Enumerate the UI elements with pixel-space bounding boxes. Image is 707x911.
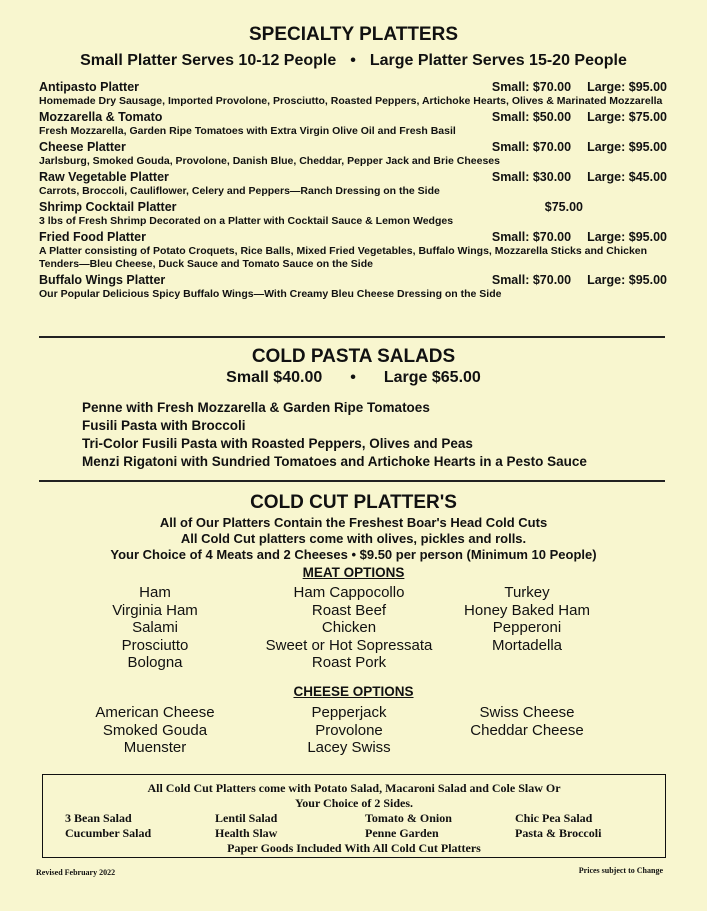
platter-name: Cheese Platter — [39, 140, 126, 154]
side-option: Chic Pea Salad — [515, 811, 593, 825]
cold-cut-line-2: All Cold Cut platters come with olives, pickles and rolls. — [180, 531, 527, 546]
pasta-item: Penne with Fresh Mozzarella & Garden Ripe Tomatoes — [82, 400, 430, 415]
small-price: Small: $30.00 — [491, 170, 572, 184]
side-option: Tomato & Onion — [365, 811, 452, 825]
cheese-option: Muenster — [123, 739, 187, 756]
side-option: Health Slaw — [215, 826, 278, 840]
large-price: Large: $95.00 — [587, 230, 667, 244]
bullet: • — [350, 52, 356, 69]
platter-item — [39, 273, 667, 301]
meat-column — [80, 584, 230, 672]
small-price: Small: $70.00 — [491, 273, 572, 287]
sides-footer: Paper Goods Included With All Cold Cut Platters — [227, 841, 481, 855]
platter-desc: Carrots, Broccoli, Cauliflower, Celery and Peppers—Ranch Dressing on the Side — [39, 185, 440, 197]
cold-cut-line-3: Your Choice of 4 Meats and 2 Cheeses • $9.50 per person (Minimum 10 People) — [110, 547, 597, 562]
pasta-item: Menzi Rigatoni with Sundried Tomatoes and Artichoke Hearts in a Pesto Sauce — [82, 454, 587, 469]
small-price: Small: $70.00 — [491, 230, 572, 244]
platter-desc: Our Popular Delicious Spicy Buffalo Wings—With Creamy Bleu Cheese Dressing on the Side — [39, 288, 502, 300]
meat-option: Prosciutto — [121, 636, 189, 654]
meat-option: Sweet or Hot Sopressata — [265, 636, 433, 654]
meat-option: Chicken — [321, 619, 377, 636]
meat-option: Pepperoni — [492, 619, 562, 636]
specialty-platters-title: SPECIALTY PLATTERS — [248, 24, 459, 45]
platter-name: Shrimp Cocktail Platter — [39, 200, 177, 214]
meat-option: Turkey — [504, 584, 550, 601]
cheese-options-label: CHEESE OPTIONS — [293, 684, 414, 699]
platter-desc: 3 lbs of Fresh Shrimp Decorated on a Platter with Cocktail Sauce & Lemon Wedges — [39, 215, 454, 227]
cheese-column — [80, 704, 230, 757]
meat-option: Honey Baked Ham — [464, 601, 590, 619]
small-price: Small: $50.00 — [491, 110, 572, 124]
bullet: • — [350, 369, 356, 386]
platter-item — [39, 200, 667, 228]
platter-name: Mozzarella & Tomato — [39, 110, 163, 124]
meat-option: Roast Beef — [311, 601, 387, 619]
side-option: Lentil Salad — [215, 811, 278, 825]
pasta-list — [82, 399, 587, 471]
divider — [39, 480, 665, 482]
platter-item — [39, 110, 667, 138]
large-price: Large: $75.00 — [587, 110, 667, 124]
platter-item — [39, 170, 667, 198]
meat-option: Virginia Ham — [112, 601, 198, 619]
small-price: Small: $70.00 — [491, 140, 572, 154]
small-price: Small: $70.00 — [491, 80, 572, 94]
sides-row — [43, 811, 665, 826]
cheese-option: Provolone — [315, 721, 383, 739]
sides-row — [43, 826, 665, 841]
pasta-prices — [0, 369, 707, 387]
meat-column — [452, 584, 602, 654]
meat-option: Salami — [132, 619, 178, 636]
cheese-column — [249, 704, 449, 757]
platter-item — [39, 230, 667, 271]
platter-item — [39, 80, 667, 108]
cheese-column — [452, 704, 602, 739]
side-option: 3 Bean Salad — [65, 811, 132, 825]
sides-line-2: Your Choice of 2 Sides. — [294, 796, 414, 810]
platter-name: Raw Vegetable Platter — [39, 170, 169, 184]
meat-option: Mortadella — [491, 636, 563, 654]
large-price: Large: $95.00 — [587, 80, 667, 94]
pasta-large-price: Large $65.00 — [383, 369, 481, 386]
cheese-option: Cheddar Cheese — [470, 721, 584, 739]
platter-list — [39, 80, 667, 303]
platter-desc: Jarlsburg, Smoked Gouda, Provolone, Danish Blue, Cheddar, Pepper Jack and Brie Cheeses — [39, 155, 500, 167]
large-serves: Large Platter Serves 15-20 People — [369, 52, 627, 69]
pasta-salads-title: COLD PASTA SALADS — [251, 346, 456, 367]
platter-sizes — [0, 52, 707, 70]
sides-box — [42, 774, 666, 858]
cheese-option: Swiss Cheese — [479, 704, 575, 721]
small-serves: Small Platter Serves 10-12 People — [80, 52, 337, 69]
platter-price: $75.00 — [544, 200, 583, 214]
platter-desc: A Platter consisting of Potato Croquets, Rice Balls, Mixed Fried Vegetables, Buffalo Wings, Mozzarella Sticks and Chicken Tenders—Bleu Cheese, Duck Sauce and Tomato Sauce on the Side — [39, 245, 648, 270]
platter-item — [39, 140, 667, 168]
cold-cut-line-1: All of Our Platters Contain the Freshest Boar's Head Cold Cuts — [159, 515, 548, 530]
side-option: Penne Garden — [365, 826, 439, 840]
pasta-item: Fusili Pasta with Broccoli — [82, 418, 246, 433]
divider — [39, 336, 665, 338]
meat-option: Bologna — [127, 654, 183, 671]
platter-name: Fried Food Platter — [39, 230, 146, 244]
revised-date: Revised February 2022 — [36, 868, 116, 877]
meat-options-label: MEAT OPTIONS — [302, 565, 405, 580]
meat-option: Ham — [139, 584, 171, 601]
large-price: Large: $95.00 — [587, 273, 667, 287]
side-option: Pasta & Broccoli — [515, 826, 602, 840]
prices-disclaimer: Prices subject to Change — [578, 866, 663, 875]
large-price: Large: $95.00 — [587, 140, 667, 154]
large-price: Large: $45.00 — [587, 170, 667, 184]
platter-name: Buffalo Wings Platter — [39, 273, 166, 287]
pasta-item: Tri-Color Fusili Pasta with Roasted Peppers, Olives and Peas — [82, 436, 473, 451]
platter-desc: Homemade Dry Sausage, Imported Provolone, Prosciutto, Roasted Peppers, Artichoke Hearts, Olives & Marinated Mozzarella — [39, 95, 663, 107]
cheese-option: Lacey Swiss — [307, 739, 391, 756]
side-option: Cucumber Salad — [65, 826, 152, 840]
meat-option: Roast Pork — [311, 654, 387, 671]
platter-name: Antipasto Platter — [39, 80, 140, 94]
pasta-small-price: Small $40.00 — [226, 369, 323, 386]
platter-desc: Fresh Mozzarella, Garden Ripe Tomatoes with Extra Virgin Olive Oil and Fresh Basil — [39, 125, 456, 137]
cold-cut-title: COLD CUT PLATTER'S — [250, 492, 457, 513]
cheese-option: Pepperjack — [311, 704, 387, 721]
cheese-option: American Cheese — [95, 704, 215, 721]
meat-option: Ham Cappocollo — [293, 584, 405, 601]
sides-line-1: All Cold Cut Platters come with Potato Salad, Macaroni Salad and Cole Slaw Or — [147, 781, 561, 795]
meat-column — [249, 584, 449, 672]
cheese-option: Smoked Gouda — [102, 721, 208, 739]
